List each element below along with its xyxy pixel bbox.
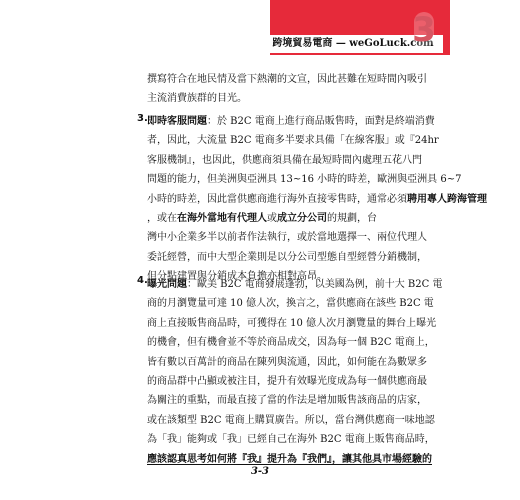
item-4-paragraph	[147, 275, 443, 469]
item-4-emphasis-line: 應該認真思考如何將『我』提升為『我們』，讓其他具市場經驗的	[147, 453, 432, 465]
page-number: 3-3	[250, 466, 270, 477]
item-3-line: 者，因此，大流量 B2C 電商多半要求具備「在線客服」或『24hr	[147, 135, 439, 147]
intro-line: 主流消費族群的目光。	[147, 93, 247, 105]
item-3-line: 委託經營，而中大型企業則是以分公司型態自型經營分銷機制，	[147, 251, 427, 263]
item-4-line: 商的月瀏覽量可達 10 億人次，換言之，當供應商在該些 B2C 電	[147, 298, 434, 310]
intro-paragraph	[147, 70, 427, 109]
item-3-line: 問題的能力，但美洲與亞洲具 13~16 小時的時差，歐洲與亞洲具 6~7	[147, 174, 462, 186]
item-3-number: 3.	[137, 113, 148, 124]
item-3-heading: 即時客服問題	[147, 116, 207, 127]
item-4-line: 皆有數以百萬計的商品在陳列與流通，因此，如何能在為數眾多	[147, 356, 427, 368]
item-3-line: 即時客服問題：於 B2C 電商上進行商品販售時，面對是終端消費	[147, 116, 435, 127]
item-3-line: 灣中小企業多半以前者作法執行，或於當地選擇一、兩位代理人	[147, 232, 427, 244]
item-3-line: 小時的時差，因此當供應商進行海外直接零售時，通常必須聘用專人跨海管理	[147, 193, 487, 205]
chapter-number: 3	[410, 2, 438, 58]
item-4-line: 為「我」能夠或「我」已經自己在海外 B2C 電商上販售商品時，	[147, 434, 435, 446]
running-header-title: 跨境貿易電商 — weGoLuck.com	[263, 35, 443, 53]
item-4-line: 為關注的重點，而最直接了當的作法是增加販售該商品的店家，	[147, 395, 427, 407]
item-3-line: 客服機制』，也因此，供應商須具備在最短時間內處理五花八門	[147, 154, 422, 166]
item-3-emphasis: 聘用專人跨海管理	[407, 193, 487, 205]
item-4-line: 的商品群中凸顯或被注目，提升有效曝光度成為每一個供應商最	[147, 376, 427, 388]
item-3-paragraph	[147, 112, 487, 287]
item-4-line: 或在該類型 B2C 電商上購買廣告。所以，當台灣供應商一味地認	[147, 414, 435, 426]
item-4-line: 商上直接販售商品時，可獲得在 10 億人次月瀏覽量的舞台上曝光	[147, 317, 437, 329]
item-3-line: 但分點建置與分銷成本負擔亦相對高昂。	[147, 271, 327, 283]
item-4-number: 4.	[137, 275, 148, 286]
item-3-line: ，或在在海外當地有代理人或成立分公司的規劃，台	[147, 213, 377, 225]
item-4-heading: 曝光問題	[147, 279, 187, 290]
intro-line: 撰寫符合在地民情及當下熱潮的文宣，因此甚難在短時間內吸引	[147, 74, 427, 85]
item-4-line: 的機會，但有機會並不等於商品成交，因為每一個 B2C 電商上，	[147, 337, 435, 349]
item-4-line: 曝光問題：歐美 B2C 電商發展蓬勃，以美國為例，前十大 B2C 電	[147, 279, 443, 290]
